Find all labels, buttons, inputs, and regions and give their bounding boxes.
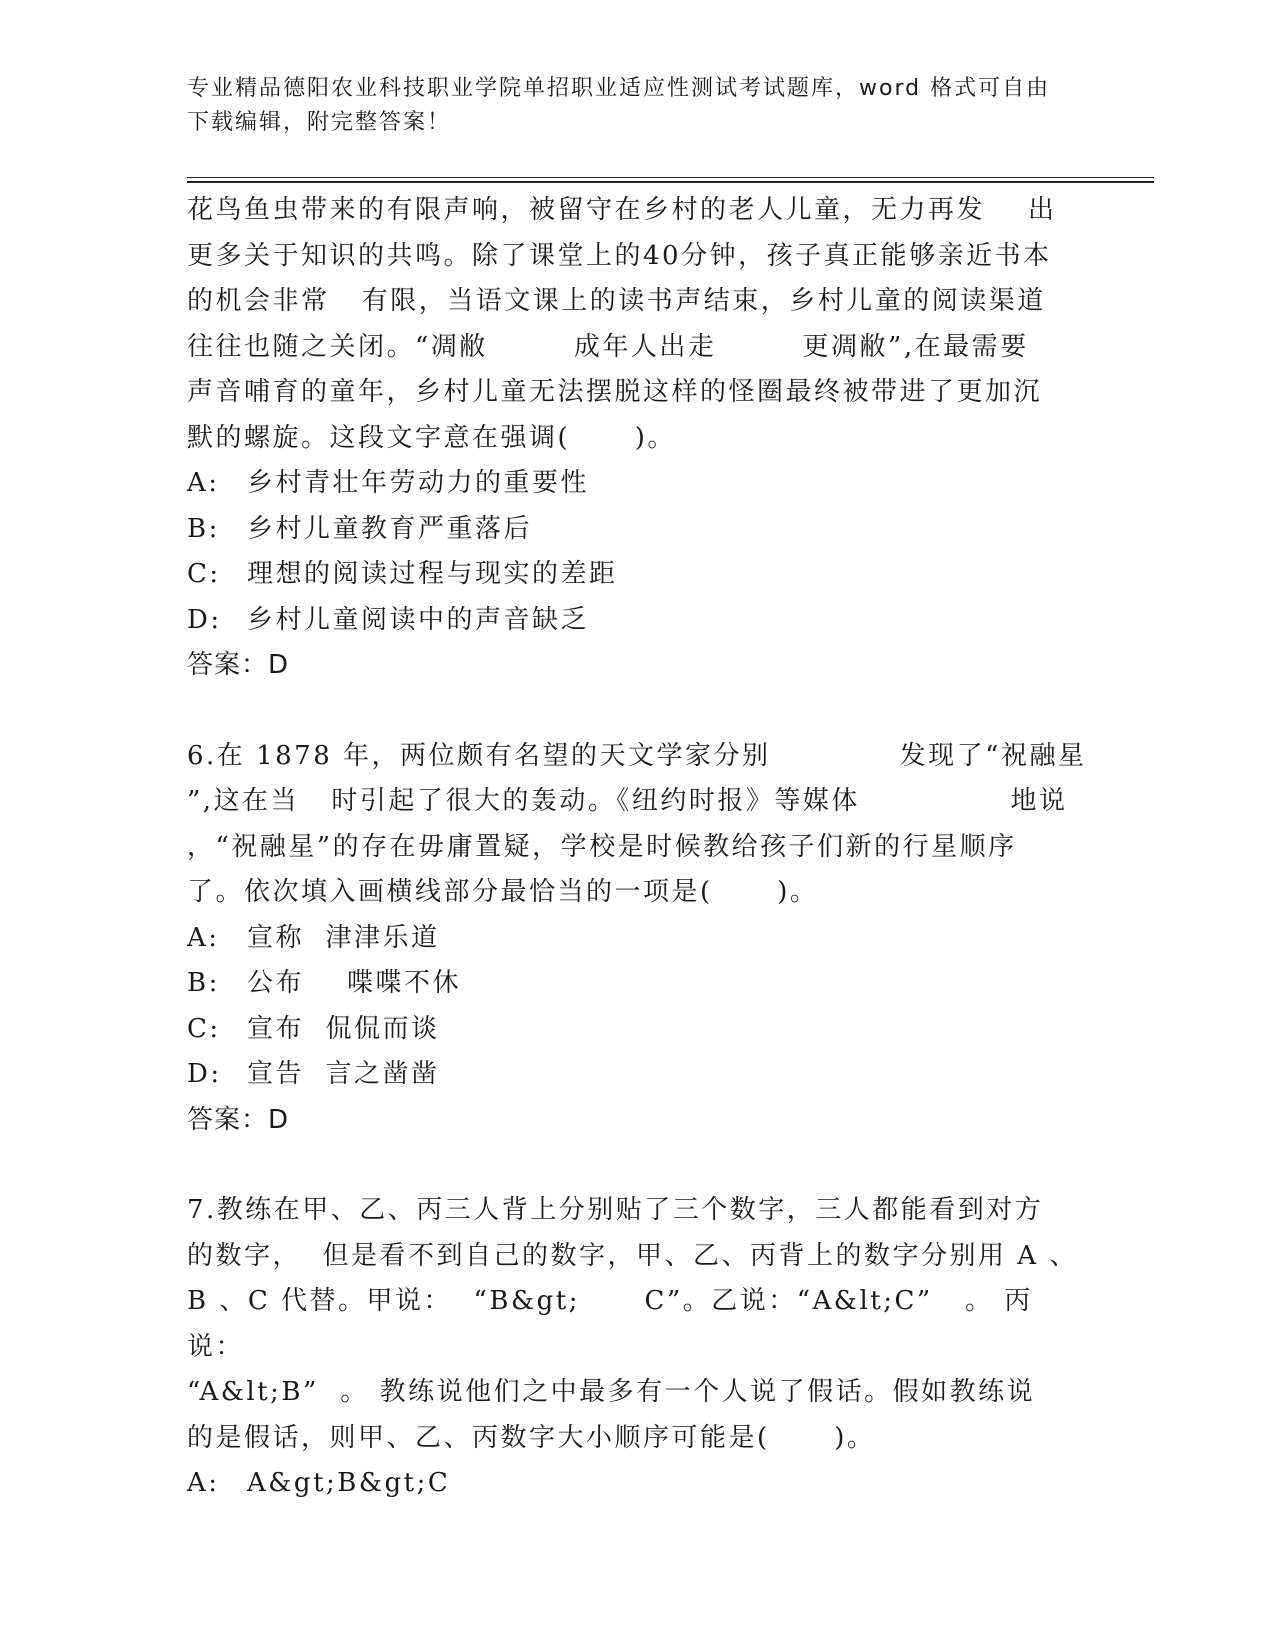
option-letter: D: (187, 1059, 222, 1089)
answer-label: 答案：D (187, 1104, 290, 1135)
header-divider-thin (187, 177, 1154, 178)
option-text: 宣称 津津乐道 (247, 922, 440, 953)
document-body (187, 188, 1087, 1507)
option-text: 乡村青壮年劳动力的重要性 (247, 468, 590, 498)
question-stem-line: 6.在 1878 年，两位颇有名望的天文学家分别 发现了“祝融星 (187, 740, 1087, 771)
question-stem-line: “A&lt;B” 。 教练说他们之中最多有一个人说了假话。假如教练说 (187, 1377, 1036, 1407)
option-letter: A: (187, 922, 220, 953)
option-letter: B: (187, 968, 220, 998)
question-stem-line: B 、C 代替。甲说： “B&gt; C”。乙说：“A&lt;C” 。 丙说： (187, 1286, 1033, 1362)
question-stem-line: 了。依次填入画横线部分最恰当的一项是( )。 (187, 877, 819, 907)
option-a (187, 916, 1087, 962)
option-letter: B: (187, 513, 220, 544)
option-c (187, 552, 1087, 598)
option-a (187, 461, 1087, 507)
header-line-2: 下载编辑，附完整答案！ (187, 110, 452, 135)
question-stem-line: 的是假话，则甲、乙、丙数字大小顺序可能是( )。 (187, 1422, 876, 1453)
header-line-1: 专业精品德阳农业科技职业学院单招职业适应性测试考试题库，word 格式可自由 (187, 76, 1051, 101)
answer-label: 答案：D (187, 650, 290, 680)
question-stem-line: 默的螺旋。这段文字意在强调( )。 (187, 422, 676, 453)
option-b (187, 507, 1087, 553)
option-text: A&gt;B&gt;C (247, 1468, 451, 1498)
question-stem-line: 花鸟鱼虫带来的有限声响，被留守在乡村的老人儿童，无力再发 出 (187, 195, 1057, 225)
question-stem-line: ，“祝融星”的存在毋庸置疑，学校是时候教给孩子们新的行星顺序 (187, 831, 1017, 862)
question-stem-line: 声音哺育的童年，乡村儿童无法摆脱这样的怪圈最终被带进了更加沉 (187, 377, 1043, 407)
option-a (187, 1461, 1087, 1507)
question-stem-line: 往往也随之关闭。“凋敝 成年人出走 更凋敝”,在最需要 (187, 331, 1029, 362)
question-stem-line: 更多关于知识的共鸣。除了课堂上的40分钟，孩子真正能够亲近书本 (187, 240, 1052, 271)
question-stem-line: ”,这在当 时引起了很大的轰动。《纽约时报》等媒体 地说 (187, 786, 1068, 816)
option-c (187, 1007, 1087, 1053)
question-stem-line: 的机会非常 有限，当语文课上的读书声结束，乡村儿童的阅读渠道 (187, 286, 1046, 316)
option-text: 宣布 侃侃而谈 (247, 1013, 440, 1044)
question-7 (187, 1188, 1087, 1507)
question-6 (187, 734, 1087, 1144)
header-divider-thick (187, 181, 1154, 183)
option-text: 宣告 言之凿凿 (247, 1059, 440, 1089)
option-letter: C: (187, 559, 221, 589)
page-header (187, 72, 1067, 140)
option-d (187, 598, 1087, 644)
option-letter: A: (187, 1468, 220, 1498)
option-text: 理想的阅读过程与现实的差距 (247, 559, 618, 589)
option-text: 公布 喋喋不休 (247, 968, 462, 998)
option-d (187, 1052, 1087, 1098)
option-letter: C: (187, 1013, 221, 1044)
option-letter: D: (187, 604, 222, 635)
option-letter: A: (187, 468, 220, 498)
question-spacer (187, 689, 1087, 734)
option-b (187, 961, 1087, 1007)
question-stem-line: 的数字， 但是看不到自己的数字，甲、乙、丙背上的数字分别用 A 、 (187, 1240, 1078, 1271)
question-spacer (187, 1143, 1087, 1188)
option-text: 乡村儿童教育严重落后 (247, 513, 533, 544)
question-5 (187, 188, 1087, 689)
option-text: 乡村儿童阅读中的声音缺乏 (247, 604, 590, 635)
question-stem-line: 7.教练在甲、乙、丙三人背上分别贴了三个数字，三人都能看到对方 (187, 1195, 1044, 1225)
